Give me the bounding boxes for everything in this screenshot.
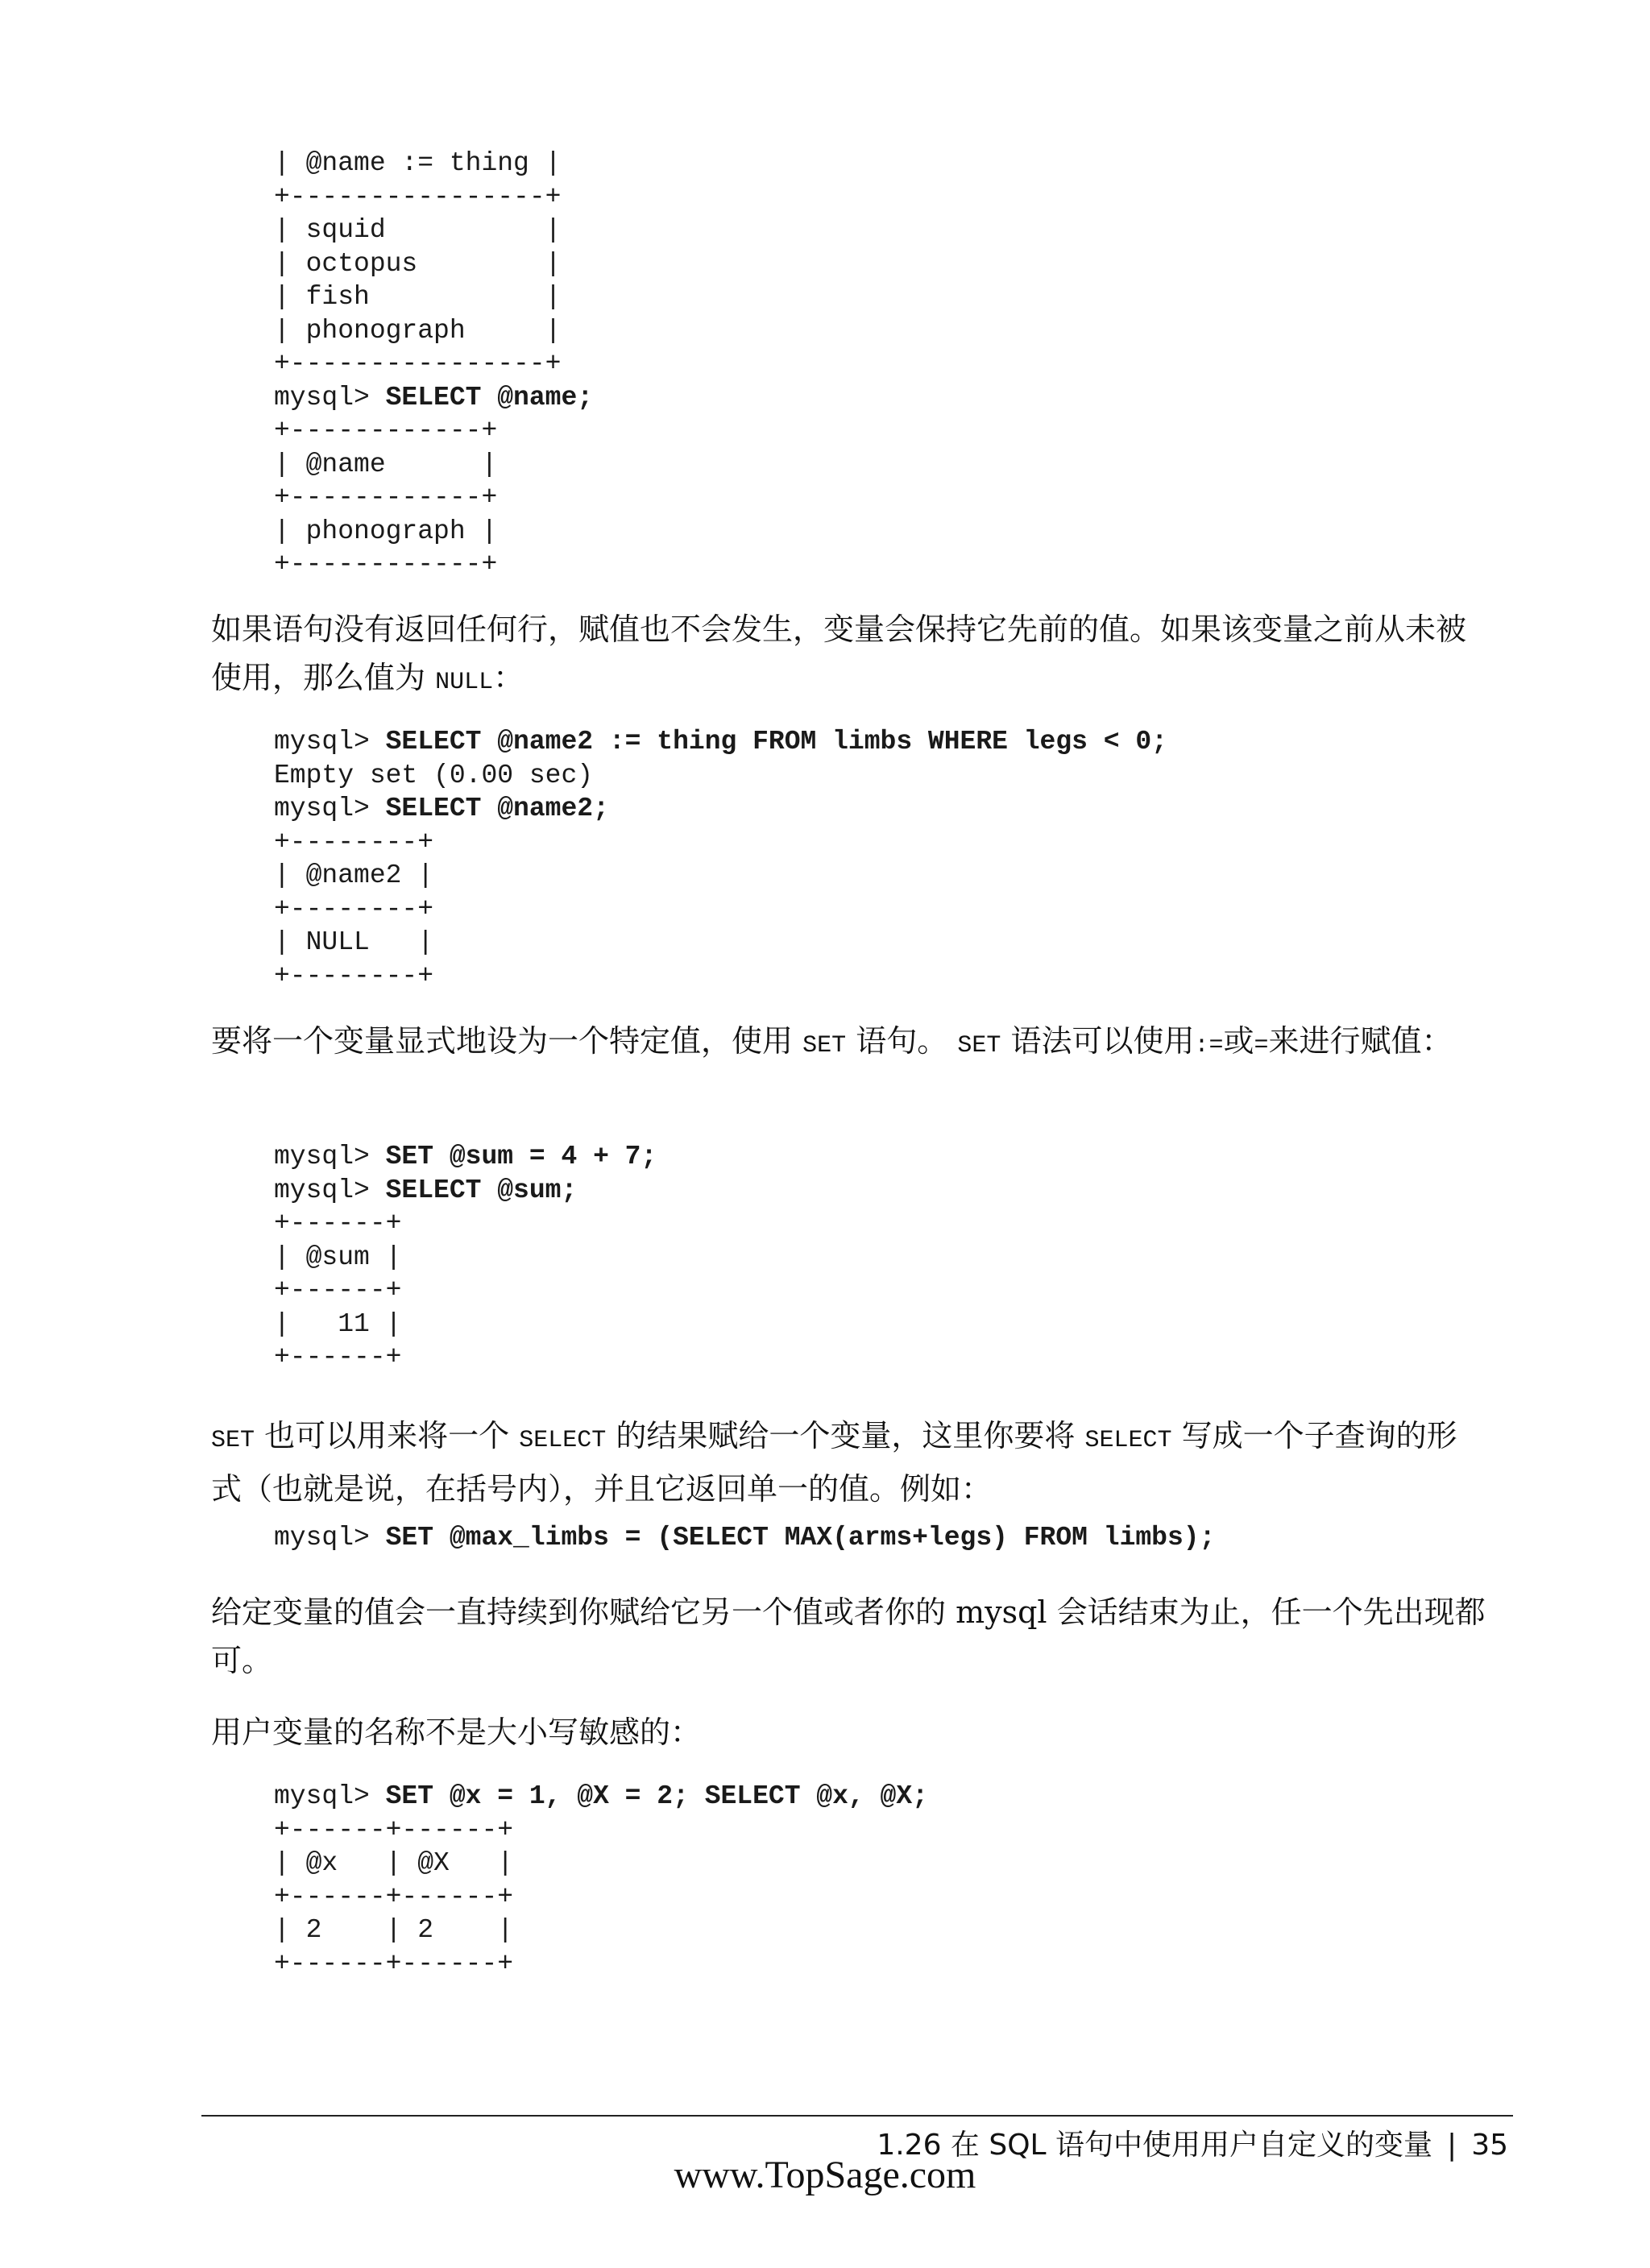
code-line: | squid | <box>274 215 562 245</box>
para-text: 如果语句没有返回任何行，赋值也不会发生，变量会保持它先前的值。如果该变量之前从未被使用，那么值为 <box>211 612 1467 695</box>
paragraph-null-explanation <box>211 605 1486 707</box>
mysql-prompt: mysql> <box>274 727 386 757</box>
code-line: +--------+ <box>274 894 434 924</box>
code-line: +----------------+ <box>274 181 562 212</box>
mysql-prompt: mysql> <box>274 382 386 413</box>
para-tail: ： <box>493 660 524 695</box>
sql-command: SELECT @sum; <box>385 1175 578 1205</box>
para-text: 也可以用来将一个 <box>264 1418 510 1453</box>
para-text: 语法可以使用 <box>1010 1023 1195 1059</box>
code-block-set-sum <box>274 1140 657 1374</box>
code-line: +------------+ <box>274 549 498 579</box>
inline-code-equals-op: = <box>1254 1032 1269 1059</box>
inline-code-set: SET <box>957 1032 1001 1059</box>
mysql-prompt: mysql> <box>274 794 386 823</box>
code-line: +------+------+ <box>274 1948 514 1979</box>
code-line <box>274 1780 928 1814</box>
code-block-case-demo <box>274 1780 928 1980</box>
code-line: Empty set (0.00 sec) <box>274 760 594 790</box>
code-line: +------------+ <box>274 483 498 512</box>
sql-command: SELECT @name2; <box>385 794 609 823</box>
code-line <box>274 792 1167 826</box>
code-block-query-results <box>274 147 593 582</box>
para-text: 语句。 <box>856 1023 948 1059</box>
code-line: | fish | <box>274 282 562 312</box>
paragraph-case-insensitive: 用户变量的名称不是大小写敏感的： <box>211 1714 702 1750</box>
para-text: 写成一个子查询的形式（也就是说，在括号内），并且它返回单一的值。例如： <box>211 1418 1457 1507</box>
code-line: | @x | @X | <box>274 1848 514 1878</box>
mysql-prompt: mysql> <box>274 1781 386 1811</box>
code-line: +------------+ <box>274 416 498 446</box>
code-line <box>274 1140 657 1174</box>
code-line: +--------+ <box>274 960 434 991</box>
para-text: 来进行赋值： <box>1268 1023 1453 1059</box>
paragraph-variable-lifetime: 给定变量的值会一直持续到你赋给它另一个值或者你的 mysql 会话结束为止，任一个先出现都可。 <box>211 1594 1486 1678</box>
code-line: | @sum | <box>274 1242 402 1272</box>
code-line: | phonograph | <box>274 516 498 546</box>
inline-code-set: SET <box>802 1032 847 1059</box>
code-line: | @name2 | <box>274 860 434 890</box>
code-line: +----------------+ <box>274 349 562 379</box>
code-line <box>274 381 593 415</box>
inline-code-select: SELECT <box>519 1427 607 1454</box>
mysql-prompt: mysql> <box>274 1523 386 1553</box>
code-line: +--------+ <box>274 827 434 857</box>
footer-rule <box>201 2115 1513 2117</box>
mysql-prompt: mysql> <box>274 1175 386 1205</box>
para-text: 或 <box>1223 1023 1254 1059</box>
sql-command: SELECT @name; <box>385 382 594 413</box>
code-block-empty-set <box>274 725 1167 993</box>
code-line: | 2 | 2 | <box>274 1915 514 1945</box>
sql-command: SET @sum = 4 + 7; <box>385 1142 657 1171</box>
watermark-url: www.TopSage.com <box>674 2154 976 2196</box>
code-line <box>274 1521 1215 1555</box>
code-line: +------+ <box>274 1275 402 1305</box>
code-line: +------+ <box>274 1209 402 1238</box>
inline-code-set: SET <box>211 1427 255 1454</box>
para-text: 的结果赋给一个变量，这里你要将 <box>616 1418 1076 1453</box>
code-line: | NULL | <box>274 927 434 957</box>
code-line: | @name := thing | <box>274 148 562 178</box>
code-line <box>274 725 1167 759</box>
code-line: +------+------+ <box>274 1814 514 1845</box>
code-line: | octopus | <box>274 248 562 279</box>
footer-section-title: 1.26 在 SQL 语句中使用用户自定义的变量 <box>877 2129 1433 2162</box>
mysql-prompt: mysql> <box>274 1142 386 1171</box>
inline-code-assign-op: := <box>1194 1032 1224 1059</box>
inline-code-null: NULL <box>435 669 494 696</box>
footer-separator: | <box>1447 2129 1457 2162</box>
code-line: | phonograph | <box>274 315 562 346</box>
code-line: | 11 | <box>274 1308 402 1339</box>
code-line: | @name | <box>274 449 498 479</box>
inline-code-select: SELECT <box>1084 1427 1172 1454</box>
code-line: +------+------+ <box>274 1881 514 1912</box>
code-block-max-limbs <box>274 1521 1215 1555</box>
para-text: 要将一个变量显式地设为一个特定值，使用 <box>211 1023 794 1059</box>
code-line: +------+ <box>274 1342 402 1372</box>
paragraph-set-statement <box>211 1017 1486 1070</box>
page-number: 35 <box>1471 2129 1508 2162</box>
sql-command: SET @max_limbs = (SELECT MAX(arms+legs) FROM limbs); <box>385 1523 1216 1553</box>
code-line <box>274 1174 657 1208</box>
sql-command: SET @x = 1, @X = 2; SELECT @x, @X; <box>385 1781 928 1811</box>
sql-command: SELECT @name2 := thing FROM limbs WHERE legs < 0; <box>385 727 1167 757</box>
paragraph-set-subquery <box>211 1412 1486 1513</box>
